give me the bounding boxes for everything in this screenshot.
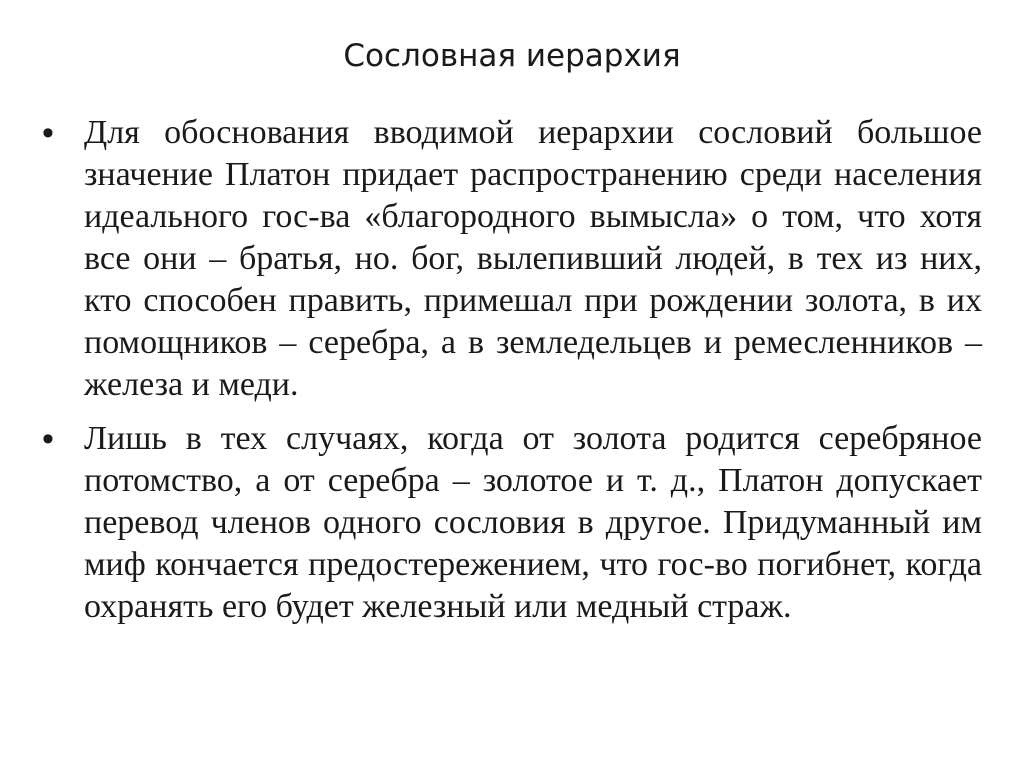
bullet-text: Для обоснования вводимой иерархии сословий большое значение Платон придает распространению среди населения идеального гос-ва «благородного вымысла» о том, что хотя все они – братья, но. бог, вылепивший людей, в тех из них, кто способен править, примешал при рождении золота, в их помощников – серебра, а в земледельцев и ремесленников – железа и меди. (84, 114, 982, 403)
bullet-list (42, 112, 982, 640)
slide-title: Сословная иерархия (343, 38, 681, 74)
bullet-dot-icon: • (42, 114, 54, 152)
bullet-item (42, 418, 982, 628)
bullet-text: Лишь в тех случаях, когда от золота родится серебряное потомство, а от серебра – золотое и т. д., Платон допускает перевод членов одного сословия в другое. Придуманный им миф кончается предостережением, что гос-во погибнет, когда охранять его будет железный или медный страж. (84, 420, 982, 625)
bullet-dot-icon: • (42, 420, 54, 458)
bullet-item (42, 112, 982, 406)
